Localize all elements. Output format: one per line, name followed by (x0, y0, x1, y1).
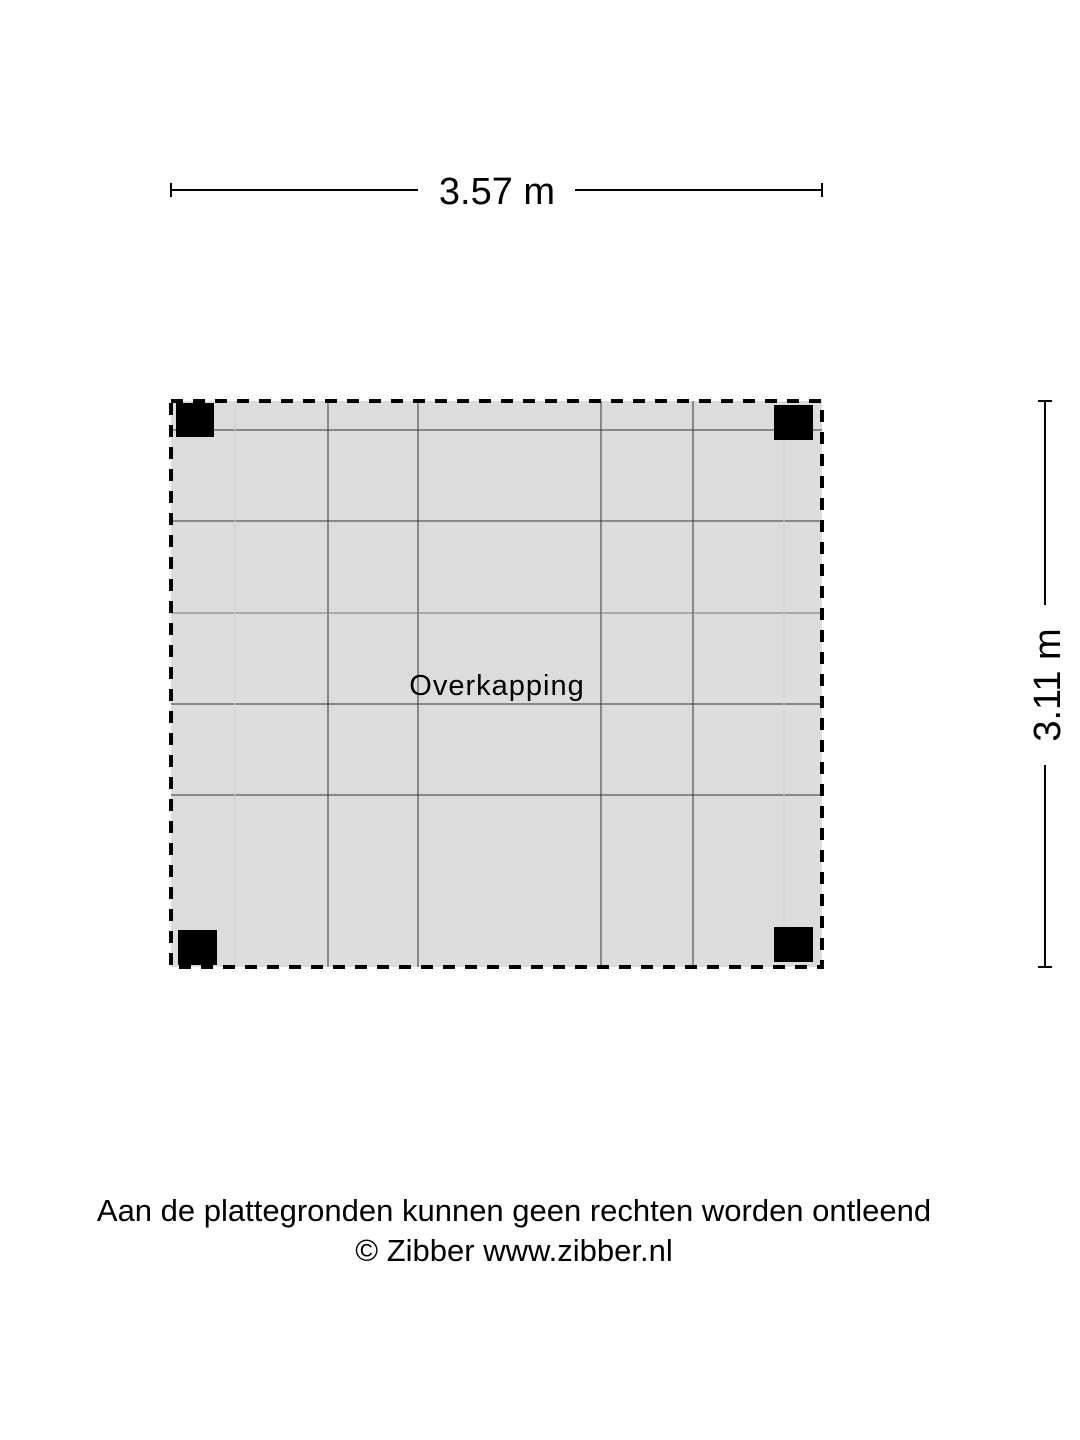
post-top-left (176, 403, 214, 437)
copyright-text: © Zibber www.zibber.nl (355, 1233, 673, 1268)
room-label: Overkapping (409, 670, 585, 702)
disclaimer-text: Aan de plattegronden kunnen geen rechten worden ontleend (96, 1193, 932, 1228)
post-bottom-left (178, 930, 217, 965)
height-label: 3.11 m (1027, 628, 1069, 742)
width-label: 3.57 m (438, 171, 556, 213)
post-top-right (774, 405, 813, 440)
post-bottom-right (774, 927, 813, 962)
